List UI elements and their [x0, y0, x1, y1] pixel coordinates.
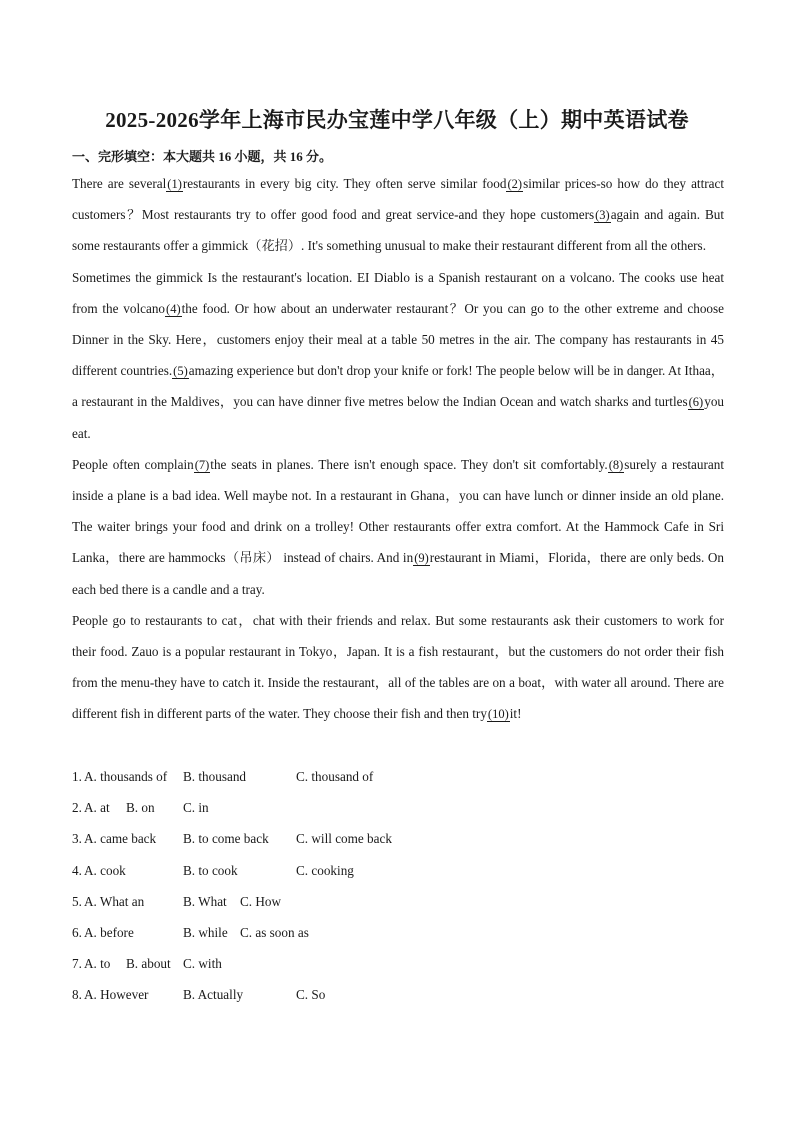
option-b[interactable]: B. to cook: [183, 862, 238, 878]
blank-number: ( 7 ): [194, 458, 211, 473]
option-b[interactable]: B. Actually: [183, 987, 244, 1003]
blank-6[interactable]: [688, 386, 705, 417]
passage-text: People often complain: [72, 456, 194, 472]
blank-number: ( 9 ): [413, 551, 430, 566]
passage-text: amazing experience but don't drop your knife or fork! The people below will be in danger. At Ithaa，a restaurant in the Maldives，you can have dinner five metres below the Indian Ocean and watch sharks and turtles: [72, 363, 724, 410]
question-number: 5.: [72, 893, 82, 909]
blank-9[interactable]: [413, 542, 430, 573]
blank-number: ( 2 ): [506, 177, 523, 192]
option-a[interactable]: A. What an: [84, 893, 145, 909]
passage-text: you eat.: [72, 394, 724, 441]
passage-paragraph: [72, 605, 724, 730]
exam-title: 2025-2026学年上海市民办宝莲中学八年级（上）期中英语试卷: [105, 108, 689, 132]
passage-text: the seats in planes. There isn't enough space. They don't sit comfortably.: [210, 456, 608, 472]
blank-5[interactable]: [172, 355, 189, 386]
option-a[interactable]: A. However: [84, 987, 149, 1003]
option-c[interactable]: C. with: [183, 956, 222, 972]
blank-4[interactable]: [165, 293, 182, 324]
blank-1[interactable]: [166, 168, 183, 199]
blank-number: ( 3 ): [594, 208, 611, 223]
option-a[interactable]: A. to: [84, 956, 111, 972]
cloze-passage: [72, 168, 724, 730]
passage-paragraph: [72, 168, 724, 262]
option-c[interactable]: C. So: [296, 987, 326, 1003]
blank-3[interactable]: [594, 199, 611, 230]
option-c[interactable]: C. cooking: [296, 862, 354, 878]
option-b[interactable]: B. thousand: [183, 769, 247, 784]
option-a[interactable]: A. thousands of: [84, 769, 168, 784]
question-number: 7.: [72, 956, 82, 972]
blank-number: ( 5 ): [172, 364, 189, 379]
blank-10[interactable]: [487, 698, 510, 729]
question-number: 3.: [72, 831, 82, 847]
option-c[interactable]: C. in: [183, 800, 209, 816]
blank-number: ( 6 ): [688, 395, 705, 410]
question-number: 8.: [72, 987, 82, 1003]
blank-number: ( 10 ): [487, 707, 510, 722]
option-c[interactable]: C. thousand of: [296, 769, 374, 784]
passage-text: People go to restaurants to cat，chat with their friends and relax. But some restaurants ask their customers to work for their food. Zauo is a popular restaurant in Tokyo，Japan. It is a fish restaurant，but the customers do not order their fish from the menu-they have to catch it. Inside the restaurant，all of the tables are on a boat，with water all around. There are different fish in different parts of the water. They choose their fish and then try: [72, 612, 724, 722]
option-c[interactable]: C. How: [240, 893, 282, 909]
option-b[interactable]: B. while: [183, 924, 228, 940]
blank-8[interactable]: [608, 449, 625, 480]
blank-2[interactable]: [506, 168, 523, 199]
option-b[interactable]: B. on: [126, 800, 155, 816]
blank-7[interactable]: [194, 449, 211, 480]
option-c[interactable]: C. as soon as: [240, 924, 309, 940]
passage-text: the food. Or how about an underwater restaurant？Or you can go to the other extreme and choose Dinner in the Sky. Here，customers enjoy their meal at a table 50 metres in the air. The company has restaurants in 45 different countries.: [72, 300, 725, 379]
passage-paragraph: [72, 262, 724, 449]
passage-text: restaurants in every big city. They often serve similar food: [182, 176, 507, 191]
blank-number: ( 1 ): [166, 177, 183, 192]
option-b[interactable]: B. to come back: [183, 831, 269, 847]
passage-text: again and again. But some restaurants offer a gimmick（花招）. It's something unusual to make their restaurant different from all the others.: [72, 207, 724, 254]
option-a[interactable]: A. cook: [84, 862, 126, 878]
blank-number: ( 8 ): [608, 458, 625, 473]
section-heading: 一、完形填空：本大题共 16 小题，共 16 分。: [72, 149, 333, 164]
option-a[interactable]: A. at: [84, 800, 110, 816]
passage-text: There are several: [72, 176, 167, 191]
passage-text: similar prices-so how do they attract customers？Most restaurants try to offer good food and great service-and they hope customers: [72, 176, 725, 223]
question-number: 2.: [72, 800, 82, 816]
passage-text: surely a restaurant inside a plane is a bad idea. Well maybe not. In a restaurant in Ghana，you can have lunch or dinner inside an old plane. The waiter brings your food and drink on a trolley! Other restaurants offer extra comfort. At the Hammock Cafe in Sri Lanka，there are hammocks（吊床） instead of chairs. And in: [72, 456, 724, 566]
question-number: 1.: [72, 769, 82, 784]
option-a[interactable]: A. came back: [84, 831, 157, 847]
passage-text: Sometimes the gimmick Is the restaurant's location. EI Diablo is a Spanish restaurant on a volcano. The cooks use heat from the volcano: [72, 269, 724, 316]
question-number: 6.: [72, 924, 82, 940]
option-c[interactable]: C. will come back: [296, 831, 392, 847]
question-number: 4.: [72, 862, 82, 878]
passage-paragraph: [72, 449, 724, 605]
passage-text: restaurant in Miami，Florida，there are only beds. On each bed there is a candle and a tray.: [72, 550, 724, 597]
passage-text: it!: [509, 706, 522, 722]
option-b[interactable]: B. What: [183, 893, 227, 909]
blank-number: ( 4 ): [165, 302, 182, 317]
option-b[interactable]: B. about: [126, 956, 171, 972]
option-a[interactable]: A. before: [84, 924, 134, 940]
